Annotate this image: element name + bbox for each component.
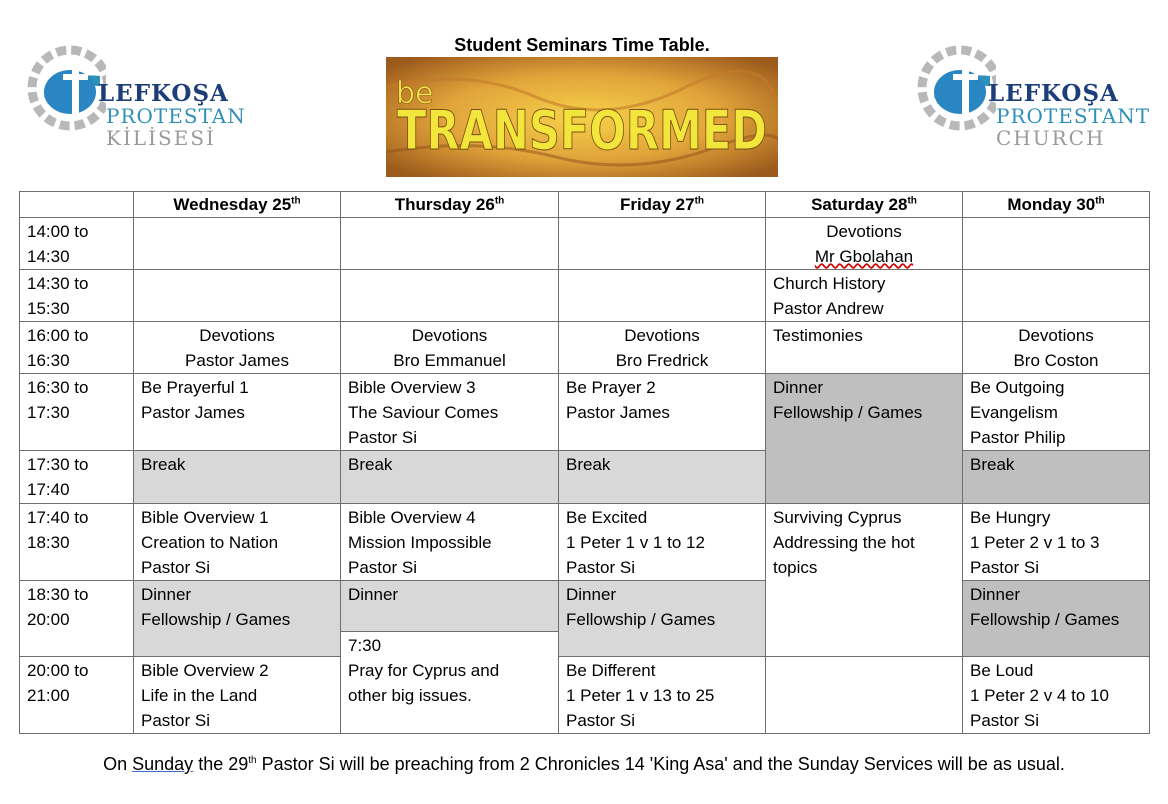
slot-cell: Dinner Fellowship / Games <box>963 581 1150 657</box>
slot-cell <box>134 270 341 322</box>
header-row <box>20 192 1150 218</box>
slot-cell: Break <box>559 451 766 504</box>
logo-left-line1: LEFKOŞA <box>98 80 229 107</box>
church-logo-right <box>916 36 1151 156</box>
slot-cell <box>963 270 1150 322</box>
slot-cell: Devotions Mr Gbolahan <box>766 218 963 270</box>
slot-cell: Be Hungry 1 Peter 2 v 1 to 3 Pastor Si <box>963 504 1150 581</box>
slot-cell: Be Different 1 Peter 1 v 13 to 25 Pastor Si <box>559 657 766 734</box>
table-row <box>20 374 1150 451</box>
slot-cell: Testimonies <box>766 322 963 374</box>
slot-cell: Surviving Cyprus Addressing the hot topics <box>766 504 963 657</box>
slot-cell: Dinner <box>341 581 559 632</box>
table-row <box>20 322 1150 374</box>
time-cell: 17:40 to 18:30 <box>20 504 134 581</box>
slot-cell: Break <box>341 451 559 504</box>
slot-cell: Be Outgoing Evangelism Pastor Philip <box>963 374 1150 451</box>
slot-cell: 7:30 Pray for Cyprus and other big issues. <box>341 632 559 734</box>
slot-cell: Devotions Bro Fredrick <box>559 322 766 374</box>
header-monday: Monday 30th <box>963 192 1150 218</box>
slot-cell <box>341 270 559 322</box>
slot-cell: Devotions Bro Coston <box>963 322 1150 374</box>
banner-small-text: be <box>396 76 434 111</box>
footer-day: Sunday <box>132 754 194 774</box>
slot-cell: Dinner Fellowship / Games <box>134 581 341 657</box>
header-saturday: Saturday 28th <box>766 192 963 218</box>
time-cell: 16:30 to 17:30 <box>20 374 134 451</box>
table-row <box>20 451 1150 504</box>
time-cell: 16:00 to 16:30 <box>20 322 134 374</box>
header-wednesday: Wednesday 25th <box>134 192 341 218</box>
slot-cell: Be Prayerful 1 Pastor James <box>134 374 341 451</box>
slot-cell <box>134 218 341 270</box>
be-transformed-banner <box>386 57 778 177</box>
table-row <box>20 504 1150 581</box>
time-cell: 18:30 to 20:00 <box>20 581 134 657</box>
slot-cell <box>963 218 1150 270</box>
slot-cell <box>559 218 766 270</box>
header-thursday: Thursday 26th <box>341 192 559 218</box>
table-row <box>20 270 1150 322</box>
slot-cell <box>341 218 559 270</box>
header-corner <box>20 192 134 218</box>
time-cell: 20:00 to 21:00 <box>20 657 134 734</box>
slot-cell: Bible Overview 3 The Saviour Comes Pastor Si <box>341 374 559 451</box>
table-row <box>20 581 1150 632</box>
slot-cell: Be Excited 1 Peter 1 v 1 to 12 Pastor Si <box>559 504 766 581</box>
header-friday: Friday 27th <box>559 192 766 218</box>
timetable <box>19 191 1150 734</box>
slot-cell: Devotions Bro Emmanuel <box>341 322 559 374</box>
time-cell: 14:00 to 14:30 <box>20 218 134 270</box>
gear-cross-icon <box>916 36 996 136</box>
page-title: Student Seminars Time Table. <box>454 35 710 55</box>
banner-big-text: TRANSFORMED <box>397 99 767 162</box>
slot-cell: Devotions Pastor James <box>134 322 341 374</box>
logo-left-line2: PROTESTAN <box>106 104 246 128</box>
slot-cell: Bible Overview 4 Mission Impossible Pastor Si <box>341 504 559 581</box>
logo-right-line3: CHURCH <box>996 126 1106 150</box>
slot-cell: Break <box>134 451 341 504</box>
time-cell: 17:30 to 17:40 <box>20 451 134 504</box>
slot-cell <box>559 270 766 322</box>
gear-cross-icon <box>26 36 106 136</box>
slot-cell: Dinner Fellowship / Games <box>766 374 963 504</box>
slot-cell: Be Loud 1 Peter 2 v 4 to 10 Pastor Si <box>963 657 1150 734</box>
logo-right-line2: PROTESTANT <box>996 104 1151 128</box>
logo-right-line1: LEFKOŞA <box>988 80 1119 107</box>
slot-cell: Church History Pastor Andrew <box>766 270 963 322</box>
slot-cell: Bible Overview 1 Creation to Nation Pastor Si <box>134 504 341 581</box>
slot-cell: Dinner Fellowship / Games <box>559 581 766 657</box>
footer-note: On Sunday the 29th Pastor Si will be preaching from 2 Chronicles 14 'King Asa' and the Sunday Services will be as usual. <box>103 754 1065 774</box>
slot-cell: Break <box>963 451 1150 504</box>
church-logo-left <box>26 36 256 156</box>
time-cell: 14:30 to 15:30 <box>20 270 134 322</box>
table-row <box>20 218 1150 270</box>
slot-cell: Bible Overview 2 Life in the Land Pastor Si <box>134 657 341 734</box>
slot-cell: Be Prayer 2 Pastor James <box>559 374 766 451</box>
logo-left-line3: KİLİSESİ <box>106 126 216 150</box>
slot-cell <box>766 657 963 734</box>
table-row <box>20 657 1150 734</box>
